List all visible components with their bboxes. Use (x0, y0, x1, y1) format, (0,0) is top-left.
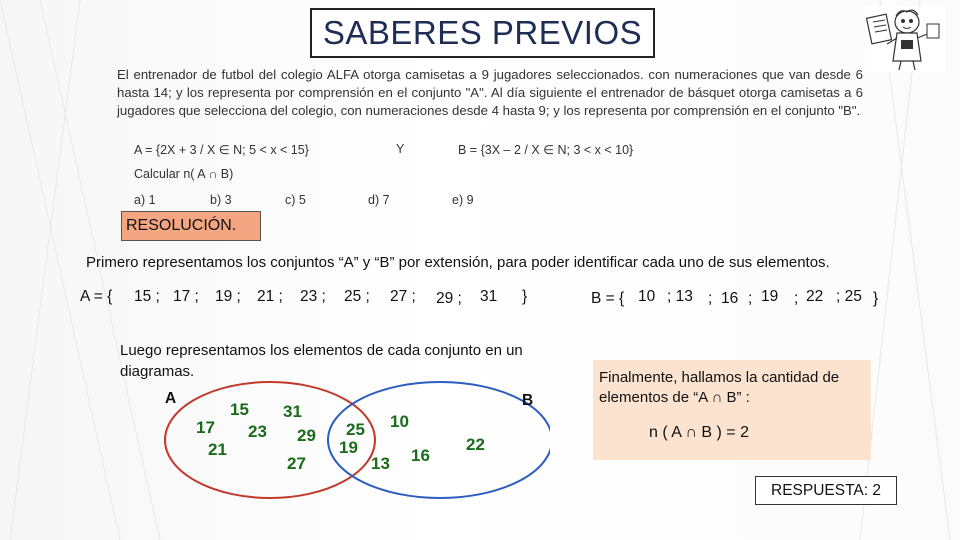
final-result: n ( A ∩ B ) = 2 (649, 424, 749, 441)
resolution-label: RESOLUCIÓN. (121, 211, 261, 241)
final-text: Finalmente, hallamos la cantidad de elementos de “A ∩ B” : (599, 369, 840, 406)
set-a-element: 29 ; (436, 290, 462, 307)
set-a-extension-suffix: } (522, 288, 528, 305)
venn-b-only-element: 22 (466, 435, 485, 454)
set-connector: Y (396, 142, 405, 156)
set-b-extension-suffix: } (873, 290, 879, 307)
venn-intersection-element: 25 (346, 420, 365, 439)
option-d: d) 7 (368, 193, 390, 207)
venn-b-only-element: 13 (371, 454, 390, 473)
set-a-element: 27 ; (390, 288, 416, 305)
set-a-definition: A = {2X + 3 / X ∈ N; 5 < x < 15} (134, 143, 309, 157)
venn-b-only-element: 10 (390, 412, 409, 431)
set-a-element: 31 (480, 288, 498, 305)
final-panel (593, 360, 871, 460)
set-b-extension-prefix: B = { (591, 290, 625, 307)
set-b-element: ; 13 (667, 288, 693, 305)
venn-b-only-element: 16 (411, 446, 430, 465)
step2-text: Luego representamos los elementos de cada conjunto en un diagramas. (120, 342, 523, 380)
venn-a-only-element: 15 (230, 400, 249, 419)
option-c: c) 5 (285, 193, 306, 207)
venn-a-only-element: 27 (287, 454, 306, 473)
set-b-element: 16 (721, 290, 739, 307)
venn-a-only-element: 21 (208, 440, 227, 459)
circle-b (328, 382, 550, 498)
option-b: b) 3 (210, 193, 232, 207)
set-b-element: 22 (806, 288, 824, 305)
venn-a-only-element: 17 (196, 418, 215, 437)
set-b-element: 10 (638, 288, 656, 305)
set-a-element: 19 ; (215, 288, 241, 305)
set-b-element: ; 25 (836, 288, 862, 305)
set-b-separator: ; (748, 290, 753, 307)
option-a: a) 1 (134, 193, 156, 207)
set-b-definition: B = {3X – 2 / X ∈ N; 3 < x < 10} (458, 143, 634, 157)
question-text: Calcular n( A ∩ B) (134, 167, 234, 181)
cartoon-character-image (865, 6, 945, 72)
answer-box: RESPUESTA: 2 (755, 476, 897, 505)
problem-statement: El entrenador de futbol del colegio ALFA otorga camisetas a 9 jugadores seleccionados. con numeraciones que van desde 6 hasta 14; y los representa por comprensión en el conjunto "A". Al día siguiente el entrenador de básquet otorga camisetas a 6 jugadores que selecciona del colegio, con numeraciones desde 4 hasta 9; y los representa por comprensión en el conjunto "B". (117, 67, 863, 119)
venn-a-only-element: 29 (297, 426, 316, 445)
set-a-extension-prefix: A = { (80, 288, 113, 305)
venn-label-a: A (165, 390, 177, 407)
set-b-separator: ; (794, 290, 799, 307)
venn-label-b: B (522, 392, 534, 409)
set-a-element: 25 ; (344, 288, 370, 305)
set-a-element: 23 ; (300, 288, 326, 305)
set-a-element: 15 ; (134, 288, 160, 305)
option-e: e) 9 (452, 193, 474, 207)
set-b-separator: ; (708, 290, 713, 307)
venn-a-only-element: 23 (248, 422, 267, 441)
venn-intersection-element: 19 (339, 438, 358, 457)
set-a-element: 21 ; (257, 288, 283, 305)
page-title: SABERES PREVIOS (322, 14, 643, 51)
set-a-element: 17 ; (173, 288, 199, 305)
venn-a-only-element: 31 (283, 402, 302, 421)
set-b-element: 19 (761, 288, 779, 305)
step1-text: Primero representamos los conjuntos “A” y “B” por extensión, para poder identificar cada uno de sus elementos. (86, 254, 830, 271)
title-box (310, 8, 655, 58)
